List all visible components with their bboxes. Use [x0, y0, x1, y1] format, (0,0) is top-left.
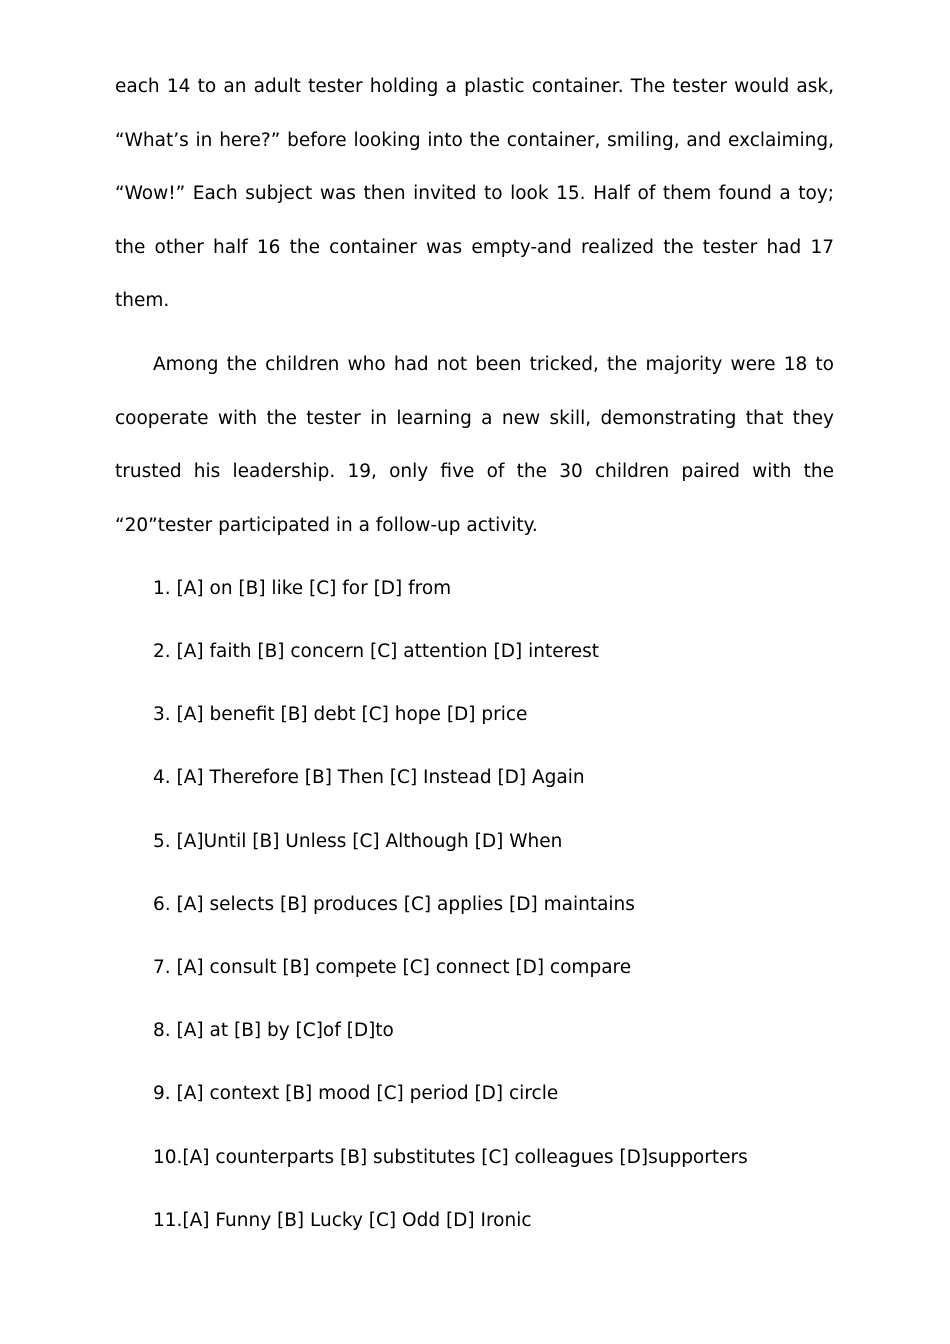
option-item-11: 11.[A] Funny [B] Lucky [C] Odd [D] Ironic	[153, 1210, 532, 1231]
option-item-9: 9. [A] context [B] mood [C] period [D] circle	[153, 1083, 559, 1104]
option-item-7: 7. [A] consult [B] compete [C] connect [D] compare	[153, 957, 632, 978]
option-item-1: 1. [A] on [B] like [C] for [D] from	[153, 578, 452, 599]
passage-paragraph-2: Among the children who had not been tricked, the majority were 18 to cooperate with the tester in learning a new skill, demonstrating that they trusted his leadership. 19, only five of the 30 children paired with the “20”tester participated in a follow-up activity.	[115, 354, 834, 536]
option-item-3: 3. [A] benefit [B] debt [C] hope [D] price	[153, 704, 528, 725]
option-item-4: 4. [A] Therefore [B] Then [C] Instead [D] Again	[153, 767, 585, 788]
option-item-8: 8. [A] at [B] by [C]of [D]to	[153, 1020, 394, 1041]
option-item-5: 5. [A]Until [B] Unless [C] Although [D] When	[153, 831, 563, 852]
passage-paragraph-1: each 14 to an adult tester holding a plastic container. The tester would ask, “What’s in here?” before looking into the container, smiling, and exclaiming, “Wow!” Each subject was then invited to look 15. Half of them found a toy; the other half 16 the container was empty-and realized the tester had 17 them.	[115, 76, 834, 312]
option-item-10: 10.[A] counterparts [B] substitutes [C] colleagues [D]supporters	[153, 1147, 748, 1168]
option-item-6: 6. [A] selects [B] produces [C] applies [D] maintains	[153, 894, 635, 915]
option-item-2: 2. [A] faith [B] concern [C] attention [D] interest	[153, 641, 600, 662]
